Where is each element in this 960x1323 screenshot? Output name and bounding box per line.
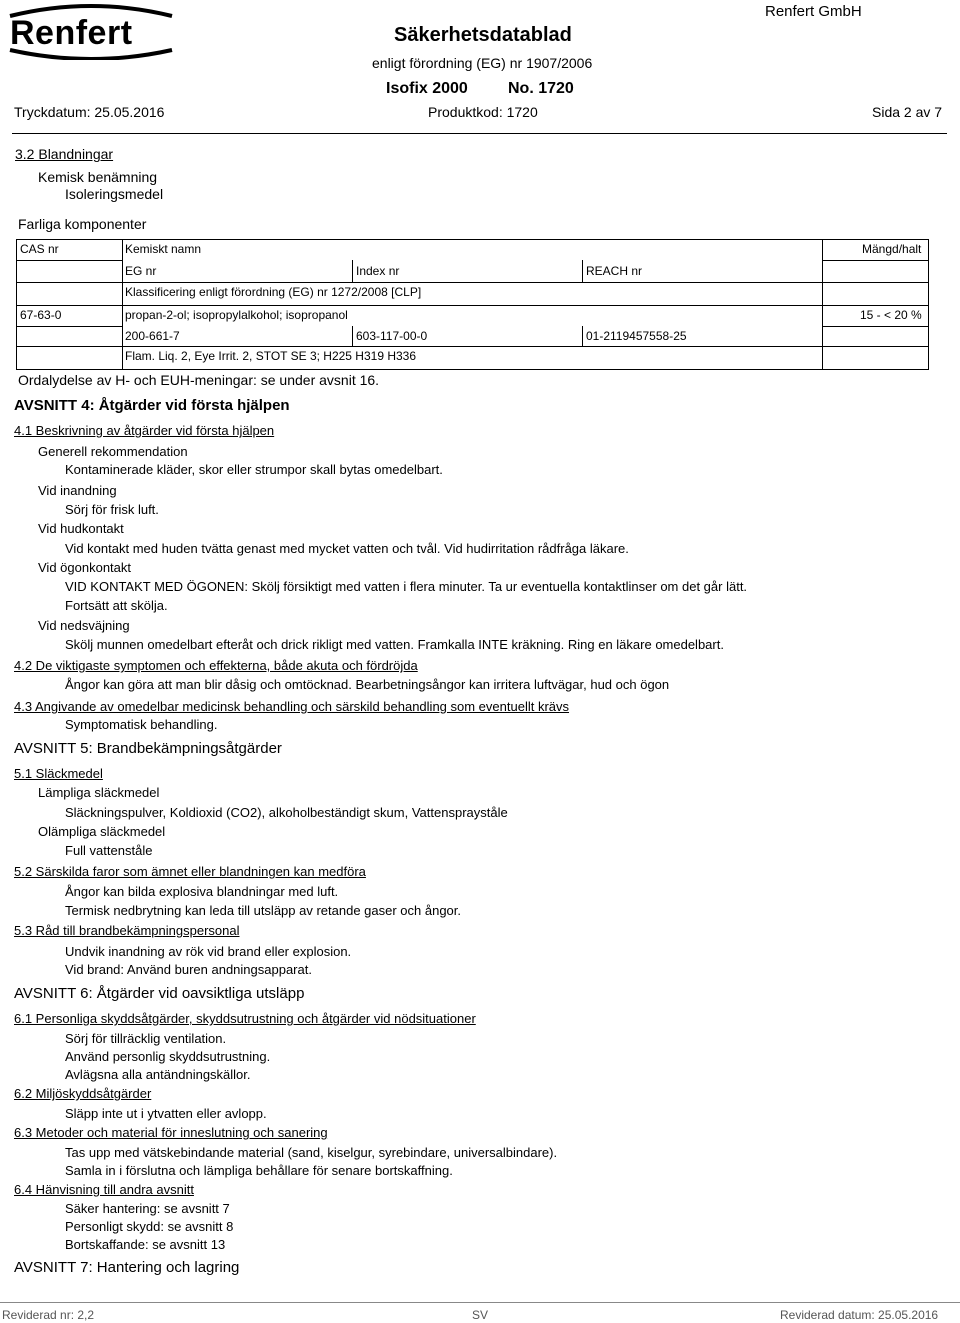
section-6-1-heading: 6.1 Personliga skyddsåtgärder, skyddsutrustning och åtgärder vid nödsituationer: [14, 1011, 476, 1026]
section-5-3-text-2: Vid brand: Använd buren andningsapparat.: [65, 962, 312, 977]
section-6-2-heading: 6.2 Miljöskyddsåtgärder: [14, 1086, 152, 1101]
chem-name-value: Isoleringsmedel: [65, 186, 164, 202]
section-7-title: AVSNITT 7: Hantering och lagring: [14, 1259, 240, 1276]
section-4-2-heading: 4.2 De viktigaste symptomen och effekterna, både akuta och fördröjda: [14, 658, 418, 673]
product-code: Produktkod: 1720: [428, 104, 538, 120]
swallow-text: Skölj munnen omedelbart efteråt och drick rikligt med vatten. Framkalla INTE kräkning. Ring en läkare omedelbart.: [65, 637, 724, 652]
section-5-3-heading: 5.3 Råd till brandbekämpningspersonal: [14, 923, 240, 938]
unsuitable-media-label: Olämpliga släckmedel: [38, 824, 166, 839]
section-5-1-heading: 5.1 Släckmedel: [14, 766, 103, 781]
section-6-3-text-1: Tas upp med vätskebindande material (sand, kiselgur, syrebindare, universalbindare).: [65, 1145, 558, 1160]
section-4-2-text: Ångor kan göra att man blir dåsig och omtöcknad. Bearbetningsångor kan irritera luftvägar, hud och ögon: [65, 677, 670, 692]
cell-chem-name: propan-2-ol; isopropylalkohol; isopropanol: [125, 308, 348, 322]
suitable-media-label: Lämpliga släckmedel: [38, 785, 160, 800]
table-line: [122, 239, 123, 369]
h-phrases-note: Ordalydelse av H- och EUH-meningar: se under avsnit 16.: [18, 372, 380, 388]
language-code: SV: [472, 1308, 489, 1322]
th-ec-nr: EG nr: [125, 264, 157, 278]
revision-number: Reviderad nr: 2,2: [2, 1308, 95, 1322]
table-line: [352, 260, 353, 282]
footer-divider: [0, 1302, 960, 1303]
table-line: [822, 282, 929, 283]
section-6-3-heading: 6.3 Metoder och material för inneslutning och sanering: [14, 1125, 328, 1140]
section-6-1-text-2: Använd personlig skyddsutrustning.: [65, 1049, 271, 1064]
table-line: [122, 346, 822, 347]
section-6-3-text-2: Samla in i förslutna och lämpliga behållare för senare bortskaffning.: [65, 1163, 453, 1178]
section-4-3-text: Symptomatisk behandling.: [65, 717, 218, 732]
section-3-2-heading: 3.2 Blandningar: [15, 146, 114, 162]
section-5-3-text-1: Undvik inandning av rök vid brand eller explosion.: [65, 944, 352, 959]
section-5-title: AVSNITT 5: Brandbekämpningsåtgärder: [14, 740, 282, 757]
cell-reach-nr: 01-2119457558-25: [586, 329, 687, 343]
section-6-4-text-1: Säker hantering: se avsnitt 7: [65, 1201, 230, 1216]
product-name: Isofix 2000: [386, 80, 468, 97]
section-4-title: AVSNITT 4: Åtgärder vid första hjälpen: [14, 397, 290, 414]
product-number: No. 1720: [508, 80, 574, 97]
table-line: [16, 346, 122, 347]
general-text: Kontaminerade kläder, skor eller strumpor skall bytas omedelbart.: [65, 462, 443, 477]
swallow-label: Vid nedsväjning: [38, 618, 130, 633]
company-logo: [6, 2, 176, 60]
th-reach-nr: REACH nr: [586, 264, 643, 278]
eye-text-2: Fortsätt att skölja.: [65, 598, 168, 613]
cell-ec-nr: 200-661-7: [125, 329, 180, 343]
table-line: [352, 326, 353, 346]
section-6-4-text-2: Personligt skydd: se avsnitt 8: [65, 1219, 234, 1234]
header-divider: [12, 133, 947, 134]
section-6-title: AVSNITT 6: Åtgärder vid oavsiktliga utsläpp: [14, 985, 305, 1002]
table-line: [16, 282, 122, 283]
th-chem-name: Kemiskt namn: [125, 242, 202, 256]
table-line: [16, 239, 929, 240]
inhalation-label: Vid inandning: [38, 483, 117, 498]
general-label: Generell rekommendation: [38, 444, 188, 459]
unsuitable-media-text: Full vattenståle: [65, 843, 153, 858]
th-classification: Klassificering enligt förordning (EG) nr 1272/2008 [CLP]: [125, 285, 422, 299]
regulation-text: enligt förordning (EG) nr 1907/2006: [372, 55, 593, 71]
logo-text: Renfert: [10, 14, 133, 52]
skin-text: Vid kontakt med huden tvätta genast med mycket vatten och tvål. Vid hudirritation rådfråga läkare.: [65, 541, 629, 556]
table-line: [822, 260, 929, 261]
section-6-1-text-3: Avlägsna alla antändningskällor.: [65, 1067, 251, 1082]
cell-amount: 15 - < 20 %: [860, 308, 922, 322]
print-date: Tryckdatum: 25.05.2016: [14, 104, 165, 120]
section-6-4-text-3: Bortskaffande: se avsnitt 13: [65, 1237, 226, 1252]
th-amount: Mängd/halt: [862, 242, 922, 256]
cell-classification: Flam. Liq. 2, Eye Irrit. 2, STOT SE 3; H225 H319 H336: [125, 349, 417, 363]
eye-label: Vid ögonkontakt: [38, 560, 131, 575]
table-line: [16, 260, 122, 261]
table-line: [16, 326, 122, 327]
table-line: [582, 260, 583, 282]
company-name: Renfert GmbH: [765, 3, 862, 20]
section-6-4-heading: 6.4 Hänvisning till andra avsnitt: [14, 1182, 194, 1197]
table-line: [582, 326, 583, 346]
table-line: [822, 346, 929, 347]
cell-index-nr: 603-117-00-0: [356, 329, 428, 343]
chem-name-label: Kemisk benämning: [38, 169, 158, 185]
inhalation-text: Sörj för frisk luft.: [65, 502, 159, 517]
section-5-2-text-2: Termisk nedbrytning kan leda till utsläpp av retande gaser och ångor.: [65, 903, 462, 918]
table-line: [122, 282, 822, 283]
cell-cas: 67-63-0: [20, 308, 62, 322]
eye-text-1: VID KONTAKT MED ÖGONEN: Skölj försiktigt med vatten i flera minuter. Ta ur eventuella kontaktlinser om det går lätt.: [65, 579, 748, 594]
th-cas: CAS nr: [20, 242, 59, 256]
page-number: Sida 2 av 7: [872, 104, 943, 120]
section-4-3-heading: 4.3 Angivande av omedelbar medicinsk behandling och särskild behandling som eventuellt krävs: [14, 699, 570, 714]
section-4-1-heading: 4.1 Beskrivning av åtgärder vid första hjälpen: [14, 423, 275, 438]
section-6-2-text: Släpp inte ut i ytvatten eller avlopp.: [65, 1106, 267, 1121]
table-line: [822, 239, 823, 369]
th-index-nr: Index nr: [356, 264, 400, 278]
table-line: [928, 239, 929, 369]
suitable-media-text: Släckningspulver, Koldioxid (CO2), alkoholbeständigt skum, Vattensprayståle: [65, 805, 508, 820]
section-5-2-heading: 5.2 Särskilda faror som ämnet eller blandningen kan medföra: [14, 864, 366, 879]
table-line: [16, 369, 929, 370]
section-6-1-text-1: Sörj för tillräcklig ventilation.: [65, 1031, 227, 1046]
revised-date: Reviderad datum: 25.05.2016: [780, 1308, 939, 1322]
skin-label: Vid hudkontakt: [38, 521, 124, 536]
table-line: [16, 239, 17, 369]
table-line: [16, 305, 929, 306]
section-5-2-text-1: Ångor kan bilda explosiva blandningar med luft.: [65, 884, 339, 899]
hazard-components-label: Farliga komponenter: [18, 216, 147, 232]
table-line: [822, 326, 929, 327]
document-title: Säkerhetsdatablad: [394, 24, 572, 46]
